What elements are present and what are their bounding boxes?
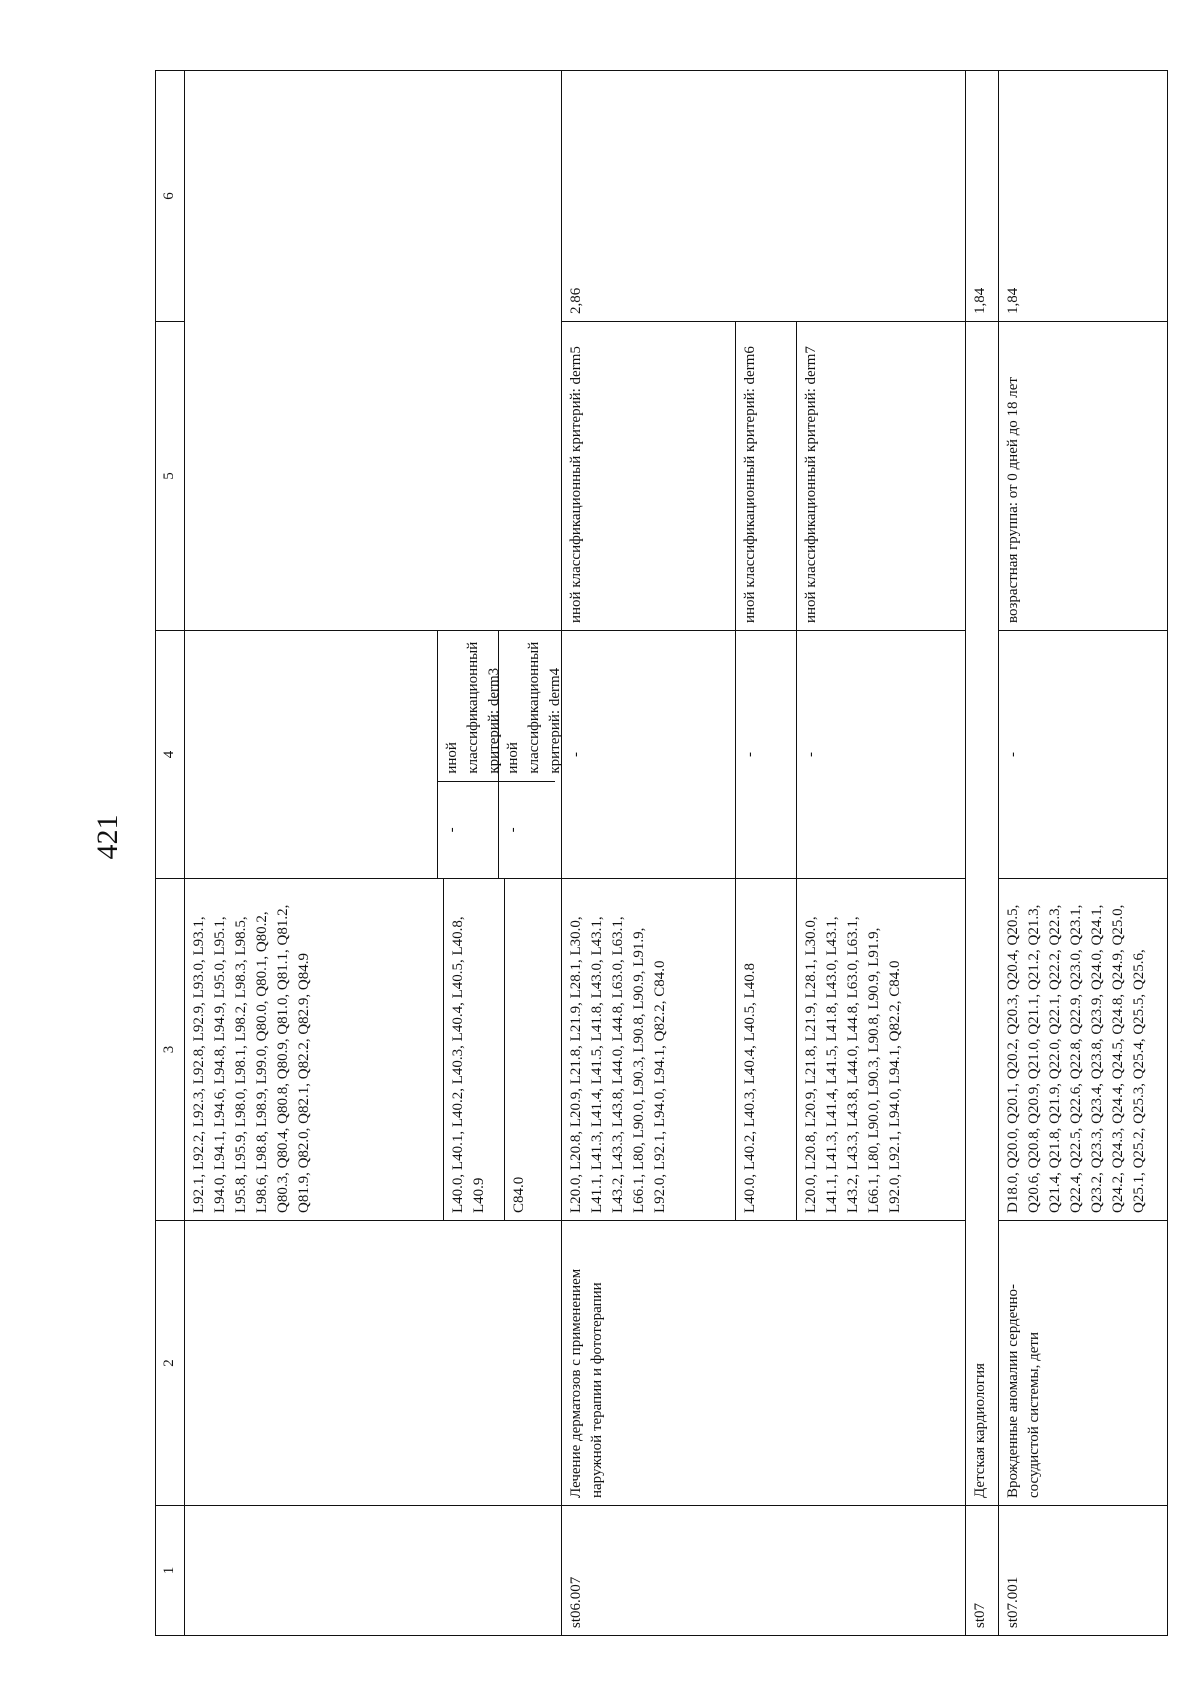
cell-section-name: Детская кардиология bbox=[966, 322, 999, 1506]
cell-diagnosis-codes: L20.0, L20.8, L20.9, L21.8, L21.9, L28.1, L30.0, L41.1, L41.3, L41.4, L41.5, L41.8, L43.0, L43.1, L43.2, L43.3, L43.8, L44.0, L44.8, L63.0, L63.1, L66.1, L80, L90.0, L90.3, L90.8, L90.9, L91.9, L92.0, L92.1, L94.0, L94.1, Q82.2, C84.0 bbox=[562, 879, 736, 1221]
cell-diagnosis-codes: L92.1, L92.2, L92.3, L92.8, L92.9, L93.0, L93.1, L94.0, L94.1, L94.6, L94.8, L94.9, L95.0, L95.1, L95.8, L95.9, L98.0, L98.1, L98.2, L98.3, L98.5, L98.6, L98.8, L98.9, L99.0, Q80.0, Q80.1, Q80.2, Q80.3, Q80.4, Q80.8, Q80.9, Q81.0, Q81.1, Q81.2, Q81.9, Q82.0, Q82.1, Q82.2, Q82.9, Q84.9 bbox=[185, 879, 444, 1221]
cell-nested-criteria bbox=[185, 631, 562, 879]
cell-diagnosis-codes: L40.0, L40.2, L40.3, L40.4, L40.5, L40.8 bbox=[736, 879, 797, 1221]
cell-name: Лечение дерматозов с применением наружной терапии и фототерапии bbox=[562, 1221, 966, 1506]
cell-service-code: - bbox=[736, 631, 797, 879]
tariff-table bbox=[155, 70, 1168, 1636]
cell-criteria: иной классификационный критерий: derm3 bbox=[444, 641, 502, 774]
section-row bbox=[966, 71, 999, 1636]
cell-coefficient: 2,86 bbox=[562, 71, 966, 322]
cell-diagnosis-codes: L40.0, L40.1, L40.2, L40.3, L40.4, L40.5, L40.8, L40.9 bbox=[444, 879, 505, 1221]
cell-code: st07.001 bbox=[999, 1506, 1168, 1636]
cell-service-code: - bbox=[499, 781, 555, 878]
cell-criteria: иной классификационный критерий: derm7 bbox=[797, 322, 966, 631]
table-row bbox=[185, 71, 444, 1636]
cell-diagnosis-codes: L20.0, L20.8, L20.9, L21.8, L21.9, L28.1, L30.0, L41.1, L41.3, L41.4, L41.5, L41.8, L43.0, L43.1, L43.2, L43.3, L43.8, L44.0, L44.8, L63.0, L63.1, L66.1, L80, L90.0, L90.3, L90.8, L90.9, L91.9, L92.0, L92.1, L94.0, L94.1, Q82.2, C84.0 bbox=[797, 879, 966, 1221]
cell-coefficient: 1,84 bbox=[966, 71, 999, 322]
cell-criteria: иной классификационный критерий: derm5 bbox=[562, 322, 736, 631]
header-row bbox=[156, 71, 185, 1636]
cell-diagnosis-codes: D18.0, Q20.0, Q20.1, Q20.2, Q20.3, Q20.4, Q20.5, Q20.6, Q20.8, Q20.9, Q21.0, Q21.1, Q21.2, Q21.3, Q21.4, Q21.8, Q21.9, Q22.0, Q22.1, Q22.2, Q22.3, Q22.4, Q22.5, Q22.6, Q22.8, Q22.9, Q23.0, Q23.1, Q23.2, Q23.3, Q23.4, Q23.8, Q23.9, Q24.0, Q24.1, Q24.2, Q24.3, Q24.4, Q24.5, Q24.8, Q24.9, Q25.0, Q25.1, Q25.2, Q25.3, Q25.4, Q25.5, Q25.6, bbox=[999, 879, 1168, 1221]
cell-criteria: иной классификационный критерий: derm4 bbox=[505, 641, 563, 774]
header-col-1: 1 bbox=[156, 1506, 185, 1636]
cell-name: Врожденные аномалии сердечно-сосудистой системы, дети bbox=[999, 1221, 1168, 1506]
cell-service-code: - bbox=[999, 631, 1168, 879]
cell-code: st07 bbox=[966, 1506, 999, 1636]
cell-coefficient: 1,84 bbox=[999, 71, 1168, 322]
cell-criteria: иной классификационный критерий: derm6 bbox=[736, 322, 797, 631]
table-row bbox=[999, 71, 1168, 1636]
rotated-page bbox=[155, 70, 1168, 1636]
cell-service-code: - bbox=[438, 781, 498, 878]
header-col-3: 3 bbox=[156, 879, 185, 1221]
cell-diagnosis-codes: C84.0 bbox=[505, 879, 562, 1221]
cell-code-empty bbox=[185, 1506, 562, 1636]
header-col-4: 4 bbox=[156, 631, 185, 879]
header-col-6: 6 bbox=[156, 71, 185, 322]
page-number: 421 bbox=[91, 814, 124, 860]
cell-name-empty bbox=[185, 1221, 562, 1506]
cell-service-code: - bbox=[562, 631, 736, 879]
header-col-5: 5 bbox=[156, 322, 185, 631]
cell-empty bbox=[185, 71, 562, 631]
cell-service-code: - bbox=[797, 631, 966, 879]
cell-criteria: возрастная группа: от 0 дней до 18 лет bbox=[999, 322, 1168, 631]
header-col-2: 2 bbox=[156, 1221, 185, 1506]
table-row bbox=[562, 71, 736, 1636]
cell-code: st06.007 bbox=[562, 1506, 966, 1636]
